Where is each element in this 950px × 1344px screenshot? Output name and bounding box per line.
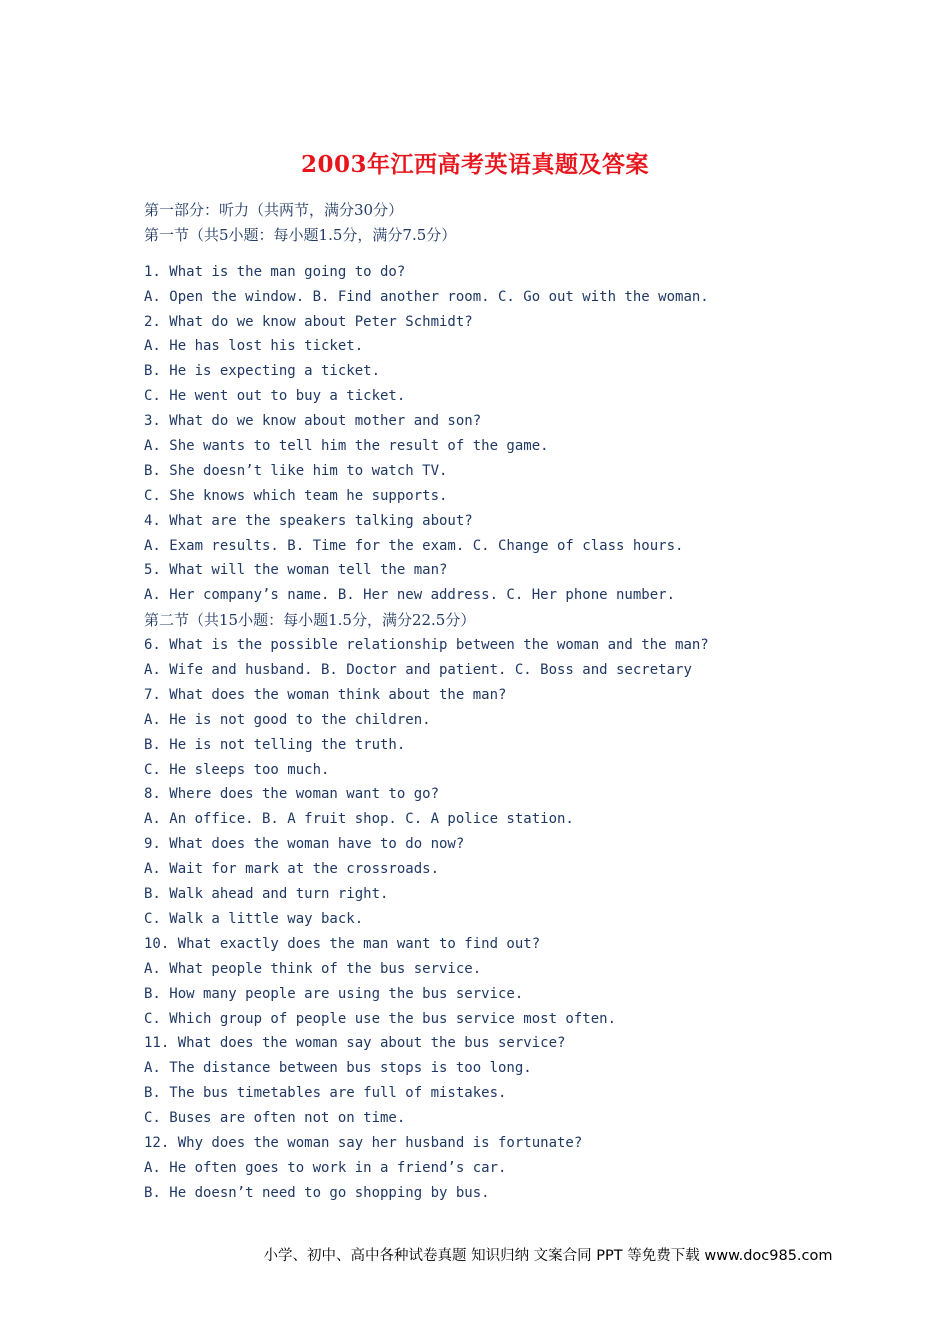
question-line: 11. What does the woman say about the bus service? bbox=[144, 1035, 566, 1052]
option-line: B. How many people are using the bus service. bbox=[144, 985, 524, 1002]
option-line: A. He is not good to the children. bbox=[144, 711, 431, 728]
section2-questions bbox=[144, 633, 844, 1205]
page-title: 2003年江西高考英语真题及答案 bbox=[300, 151, 649, 178]
option-line: A. He has lost his ticket. bbox=[144, 338, 364, 355]
option-line: A. He often goes to work in a friend’s car. bbox=[144, 1159, 507, 1176]
question-line: 6. What is the possible relationship between the woman and the man? bbox=[144, 637, 709, 654]
question-line: 12. Why does the woman say her husband is fortunate? bbox=[144, 1134, 583, 1151]
question-line: 2. What do we know about Peter Schmidt? bbox=[144, 313, 473, 330]
option-line: B. He is not telling the truth. bbox=[144, 736, 406, 753]
section2-heading: 第二节（共15小题：每小题1.5分，满分22.5分） bbox=[144, 611, 476, 630]
page-footer bbox=[0, 1244, 950, 1265]
question-line: 10. What exactly does the man want to find out? bbox=[144, 935, 541, 952]
option-line: B. She doesn’t like him to watch TV. bbox=[144, 462, 448, 479]
option-line: C. He sleeps too much. bbox=[144, 761, 330, 778]
question-line: 9. What does the woman have to do now? bbox=[144, 836, 465, 853]
option-line: A. Wife and husband. B. Doctor and patient. C. Boss and secretary bbox=[144, 662, 692, 679]
option-line: C. Buses are often not on time. bbox=[144, 1110, 406, 1127]
option-line: A. Wait for mark at the crossroads. bbox=[144, 861, 440, 878]
option-line: A. She wants to tell him the result of the game. bbox=[144, 438, 549, 455]
section1-questions bbox=[144, 260, 844, 608]
option-line: B. He is expecting a ticket. bbox=[144, 363, 381, 380]
option-line: B. He doesn’t need to go shopping by bus. bbox=[144, 1184, 490, 1201]
option-line: A. What people think of the bus service. bbox=[144, 960, 482, 977]
option-line: B. The bus timetables are full of mistakes. bbox=[144, 1085, 507, 1102]
question-line: 7. What does the woman think about the man? bbox=[144, 686, 507, 703]
option-line: C. Walk a little way back. bbox=[144, 910, 364, 927]
question-line: 4. What are the speakers talking about? bbox=[144, 512, 473, 529]
option-line: A. The distance between bus stops is too long. bbox=[144, 1060, 532, 1077]
section1-heading: 第一节（共5小题：每小题1.5分，满分7.5分） bbox=[144, 225, 457, 244]
spacer bbox=[144, 248, 844, 260]
option-line: C. She knows which team he supports. bbox=[144, 487, 448, 504]
option-line: C. He went out to buy a ticket. bbox=[144, 388, 406, 405]
question-line: 5. What will the woman tell the man? bbox=[144, 562, 448, 579]
option-line: B. Walk ahead and turn right. bbox=[144, 886, 389, 903]
option-line: A. An office. B. A fruit shop. C. A police station. bbox=[144, 811, 574, 828]
part-heading: 第一部分：听力（共两节，满分30分） bbox=[144, 201, 404, 219]
footer-text: 小学、初中、高中各种试卷真题 知识归纳 文案合同 PPT 等免费下载 www.doc985.com bbox=[263, 1248, 833, 1264]
option-line: A. Her company’s name. B. Her new address. C. Her phone number. bbox=[144, 587, 676, 604]
question-line: 8. Where does the woman want to go? bbox=[144, 786, 440, 803]
exam-content bbox=[144, 198, 844, 1206]
question-line: 1. What is the man going to do? bbox=[144, 263, 406, 280]
option-line: A. Open the window. B. Find another room. C. Go out with the woman. bbox=[144, 288, 709, 305]
question-line: 3. What do we know about mother and son? bbox=[144, 413, 482, 430]
option-line: C. Which group of people use the bus service most often. bbox=[144, 1010, 617, 1027]
option-line: A. Exam results. B. Time for the exam. C. Change of class hours. bbox=[144, 537, 684, 554]
